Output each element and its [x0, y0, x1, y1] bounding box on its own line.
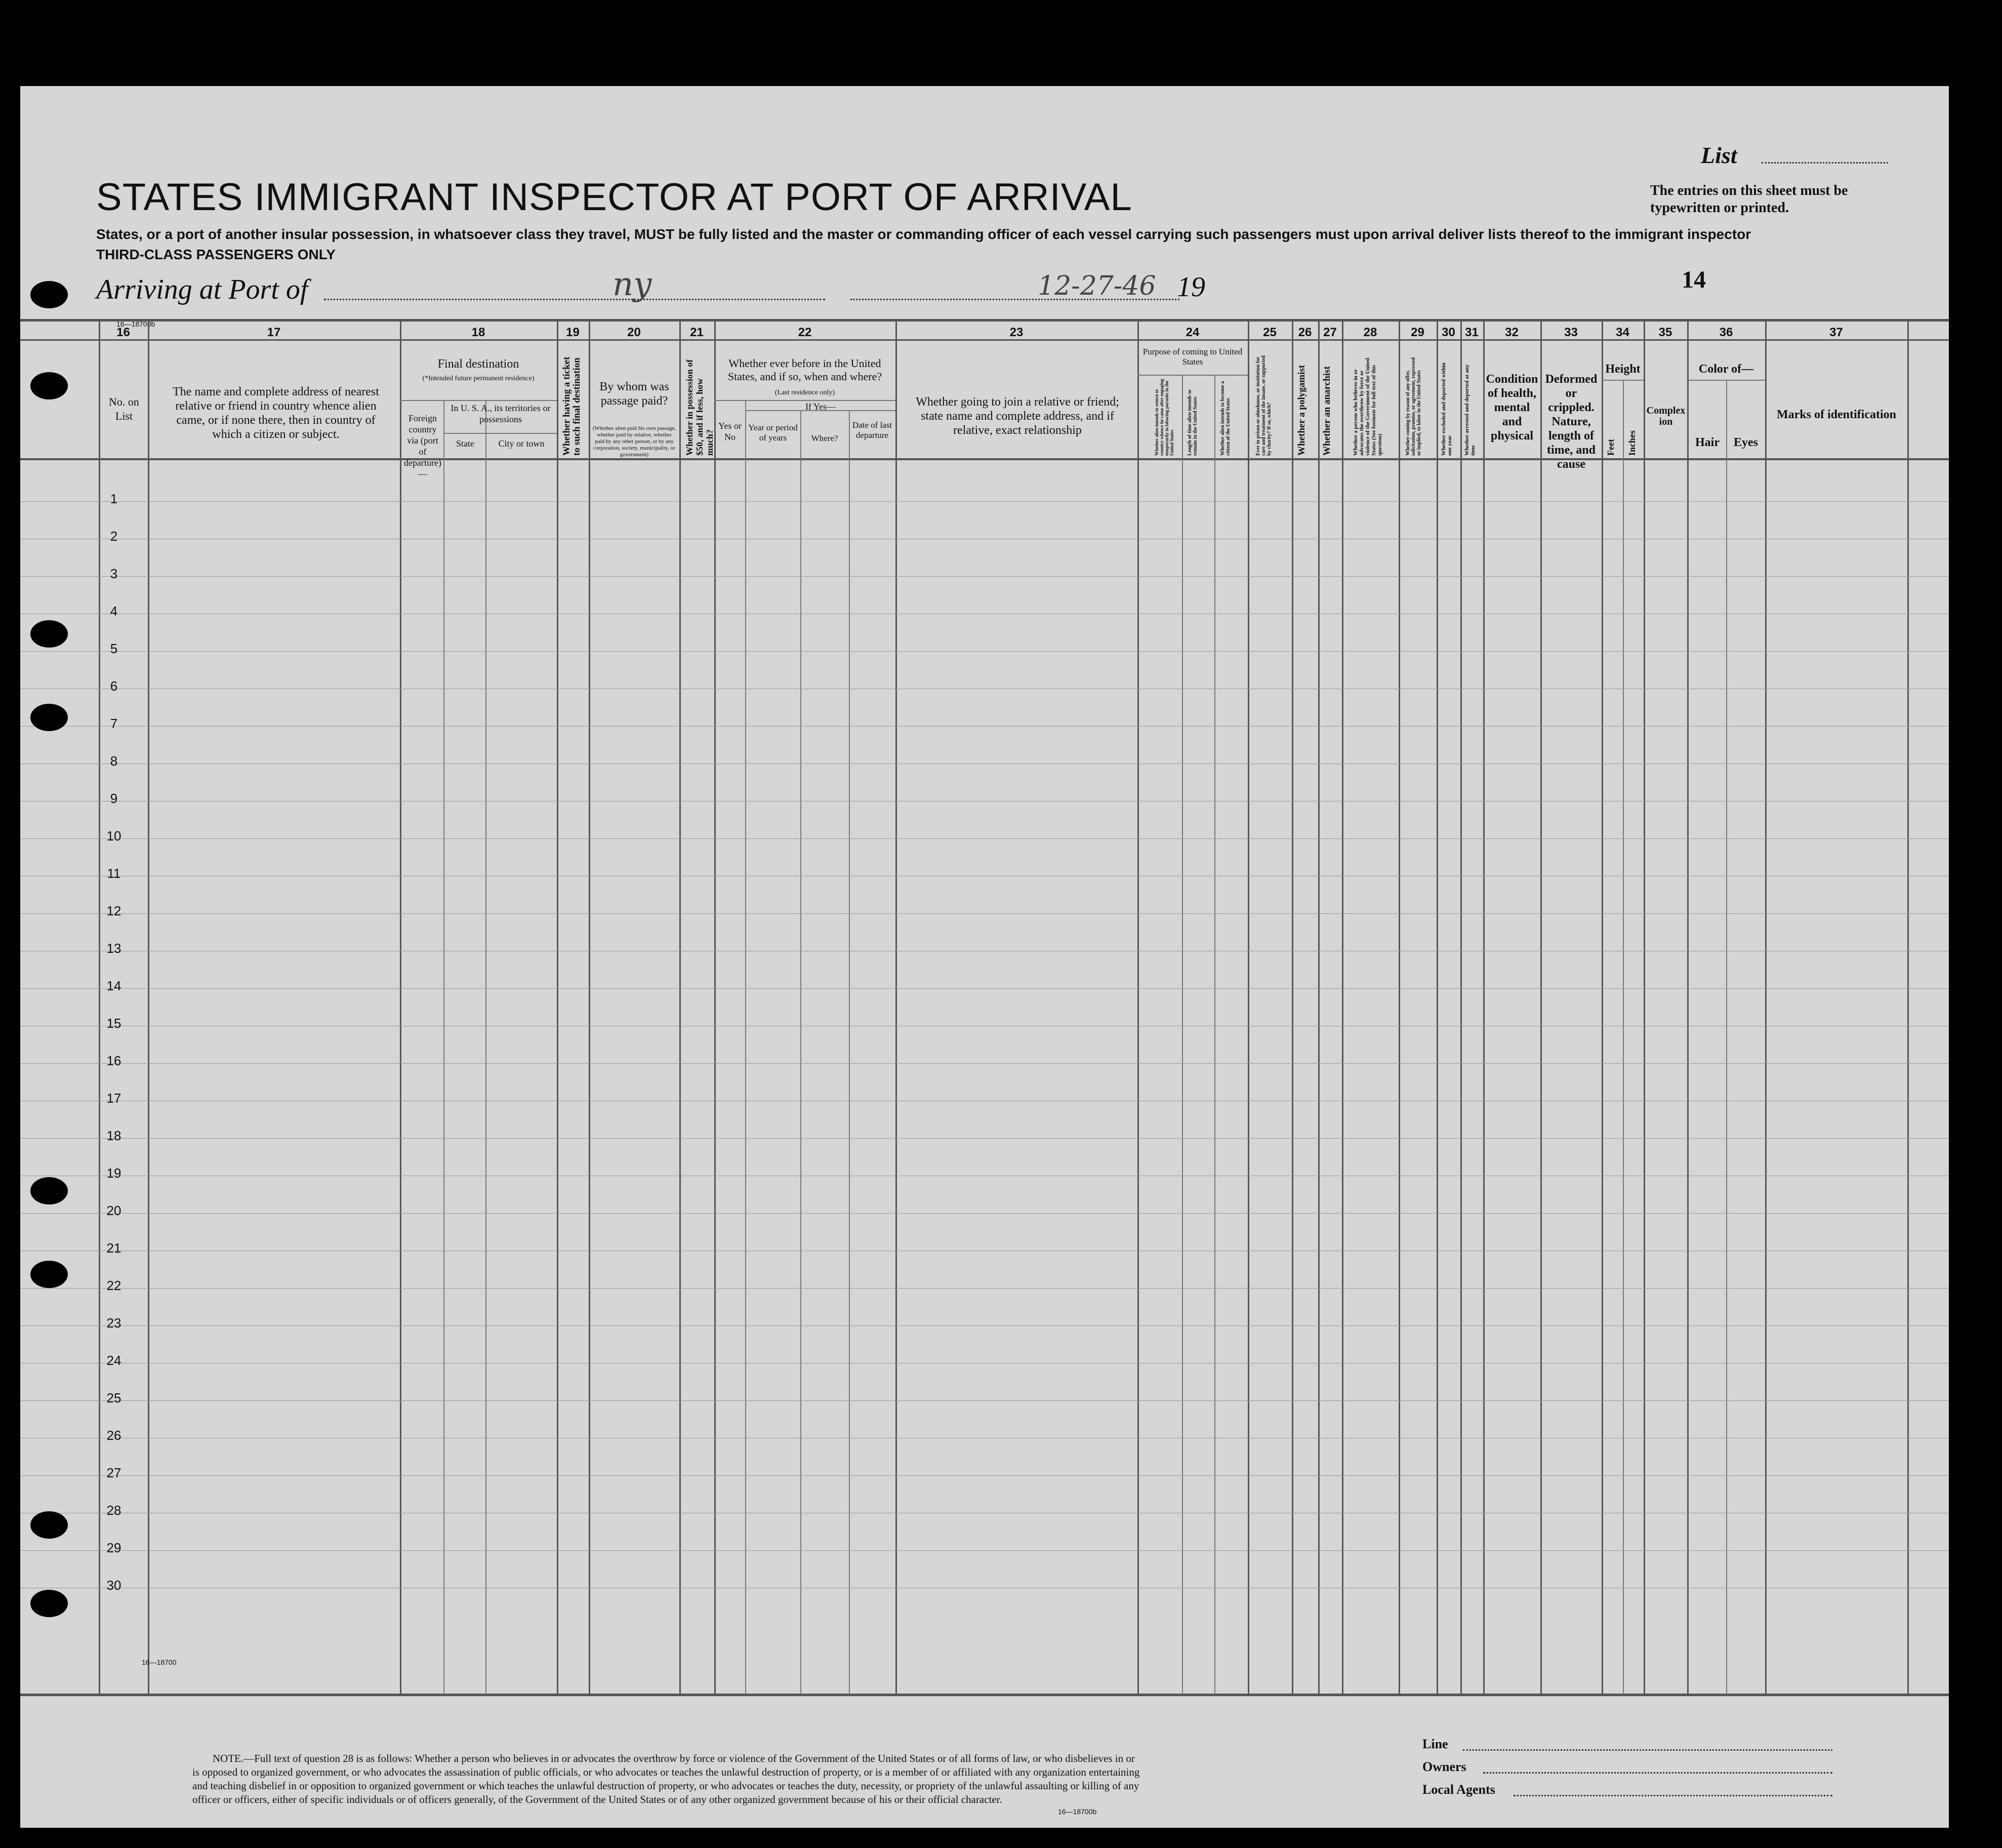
punch-hole-icon — [30, 1177, 68, 1204]
col18-usa: In U. S. A., its territories or possessions — [451, 403, 551, 424]
col24-c: Whether alien intends to become a citizen of the United States — [1220, 381, 1231, 456]
row-number: 7 — [110, 716, 118, 731]
col35-header: Complexion — [1646, 405, 1686, 427]
manifest-table — [20, 319, 1949, 1694]
table-row[interactable] — [20, 576, 1949, 577]
punch-hole-icon — [30, 704, 68, 731]
col24-number: 24 — [1186, 326, 1200, 339]
punch-hole-icon — [30, 620, 68, 648]
col31-header: Whether arrested and deported at any time — [1464, 364, 1476, 456]
col36-title: Color of— — [1698, 363, 1754, 376]
col25-number: 25 — [1263, 326, 1277, 339]
row-number: 18 — [106, 1128, 121, 1143]
table-row[interactable] — [20, 1063, 1949, 1064]
col18-sub: (*Intended future permanent residence) — [422, 375, 535, 382]
col34-feet: Feet — [1606, 439, 1616, 456]
row-number: 16 — [106, 1053, 121, 1068]
col20-header: By whom was passage paid? — [599, 380, 669, 408]
punch-hole-icon — [30, 1511, 68, 1539]
row-number: 8 — [110, 753, 118, 769]
col30-header: Whether excluded and deported within one year — [1441, 363, 1453, 456]
line-field[interactable] — [1463, 1749, 1832, 1751]
col35-number: 35 — [1658, 326, 1672, 339]
port-handwritten: ny — [612, 266, 652, 303]
owners-label: Owners — [1422, 1759, 1466, 1774]
row-number: 1 — [110, 491, 118, 506]
col20-number: 20 — [627, 326, 641, 339]
port-field[interactable] — [324, 299, 825, 300]
col26-header: Whether a polygamist — [1296, 365, 1307, 456]
table-row[interactable] — [20, 651, 1949, 652]
col29-number: 29 — [1411, 326, 1424, 339]
line-label: Line — [1422, 1737, 1448, 1751]
col22-yesno: Yes or No — [718, 421, 742, 442]
col33-header: Deformed or crippled. Nature, length of time, and cause — [1545, 373, 1598, 471]
table-row[interactable] — [20, 1138, 1949, 1139]
col32-header: Condition of health, mental and physical — [1486, 373, 1538, 443]
col32-number: 32 — [1505, 326, 1519, 339]
col18-state: State — [456, 438, 474, 449]
form-code-note: 16—18700b — [1058, 1807, 1097, 1816]
row-number: 22 — [106, 1278, 121, 1293]
col18-title: Final destination — [437, 357, 519, 371]
row-number: 9 — [110, 791, 118, 806]
col28-number: 28 — [1363, 326, 1377, 339]
date-handwritten: 12-27-46 — [1038, 271, 1156, 301]
table-row[interactable] — [20, 726, 1949, 727]
col22-year: Year or period of years — [748, 423, 798, 443]
table-row[interactable] — [20, 1213, 1949, 1214]
col22-number: 22 — [798, 326, 812, 339]
col18-foreign: Foreign country via (port of departure)— — [404, 413, 441, 479]
table-row[interactable] — [20, 838, 1949, 839]
punch-hole-icon — [30, 281, 68, 308]
row-number: 4 — [110, 604, 118, 619]
year-prefix: 19 — [1177, 271, 1205, 303]
form-code-left: 16—18700 — [142, 1658, 177, 1666]
col19-number: 19 — [566, 326, 580, 339]
col36-number: 36 — [1719, 326, 1733, 339]
row-number: 3 — [110, 566, 118, 581]
local-agents-field[interactable] — [1514, 1795, 1832, 1796]
col37-number: 37 — [1829, 326, 1843, 339]
punch-hole-icon — [30, 1261, 68, 1288]
col28-header: Whether a person who believes in or advocates the overthrow by force or violence of the Government of the United States (See footnote for full text of this question) — [1353, 357, 1383, 456]
punch-hole-icon — [30, 372, 68, 399]
row-number: 14 — [106, 978, 121, 993]
row-number: 11 — [107, 866, 121, 881]
header-class: THIRD-CLASS PASSENGERS ONLY — [96, 247, 336, 262]
entries-note: The entries on this sheet must be typewritten or printed. — [1650, 183, 1848, 216]
col25-header: Ever in prison or almshouse, or institution for care and treatment of the insane, or supported by charity? If so, which? — [1255, 355, 1272, 456]
row-number: 17 — [106, 1091, 121, 1106]
col17-header: The name and complete address of nearest relative or friend in country whence alien came, or if none there, then in country of which a citizen or subject. — [173, 385, 379, 441]
table-row[interactable] — [20, 1550, 1949, 1551]
col27-header: Whether an anarchist — [1322, 366, 1332, 456]
col34-number: 34 — [1616, 326, 1629, 339]
col24-a: Whether alien intends to return to country whence he came after engaging temporarily in laboring pursuits in the United States — [1154, 379, 1174, 456]
col30-number: 30 — [1442, 326, 1455, 339]
row-number: 19 — [106, 1166, 121, 1181]
row-number: 25 — [106, 1390, 121, 1405]
list-field[interactable] — [1762, 162, 1888, 164]
table-row[interactable] — [20, 1400, 1949, 1401]
row-number: 24 — [106, 1353, 121, 1368]
col19-header: Whether having a ticket to such final destination — [561, 356, 582, 456]
table-row[interactable] — [20, 913, 1949, 914]
col31-number: 31 — [1465, 326, 1479, 339]
col24-title: Purpose of coming to United States — [1142, 347, 1243, 367]
row-number: 2 — [110, 529, 118, 544]
row-number: 30 — [106, 1578, 121, 1593]
row-number: 6 — [110, 678, 118, 694]
col22-sub: (Last residence only) — [774, 389, 835, 396]
col23-number: 23 — [1009, 326, 1024, 339]
col21-header: Whether in possession of $50, and if less, how much? — [684, 359, 715, 456]
col20-sub: (Whether alien paid his own passage, whether paid by relative, whether paid by any other person, or by any corporation, society, municipality, or government) — [592, 425, 676, 458]
table-row[interactable] — [20, 1325, 1949, 1326]
row-number: 15 — [106, 1016, 121, 1031]
col24-b: Length of time alien intends to remain in the United States — [1187, 389, 1198, 456]
table-row[interactable] — [20, 501, 1949, 502]
page-title: STATES IMMIGRANT INSPECTOR AT PORT OF ARRIVAL — [96, 176, 1132, 219]
row-number: 28 — [106, 1503, 121, 1518]
col16-number: 16 — [116, 326, 130, 339]
col18-number: 18 — [471, 326, 485, 339]
row-number: 20 — [106, 1203, 121, 1218]
owners-field[interactable] — [1483, 1772, 1832, 1774]
col26-number: 26 — [1298, 326, 1312, 339]
row-number: 29 — [106, 1540, 121, 1555]
col22-date: Date of last departure — [852, 420, 892, 440]
col22-title: Whether ever before in the United States, and if so, when and where? — [727, 357, 882, 383]
col22-ifyes: If Yes— — [805, 401, 836, 412]
manifest-sheet — [20, 86, 1949, 1828]
local-agents-label: Local Agents — [1422, 1782, 1495, 1797]
col22-where: Where? — [811, 433, 838, 443]
sheet-number: 14 — [1682, 266, 1706, 293]
row-number: 21 — [106, 1240, 121, 1256]
row-number: 12 — [106, 903, 121, 918]
arriving-label: Arriving at Port of — [96, 274, 308, 305]
row-number: 26 — [106, 1428, 121, 1443]
col29-header: Whether coming by reason of any offer, solicitation, promise, or agreement, expressed or implied, to labor in the United States — [1405, 357, 1422, 456]
col36-hair: Hair — [1695, 436, 1720, 449]
table-row[interactable] — [20, 988, 1949, 989]
col36-eyes: Eyes — [1734, 436, 1758, 449]
col21-number: 21 — [690, 326, 704, 339]
form-code-top: 16—18700b — [116, 320, 155, 328]
table-row[interactable] — [20, 1475, 1949, 1476]
footnote: NOTE.—Full text of question 28 is as follows: Whether a person who believes in or advocates the overthrow by force or violence of the Government of the United States or of all forms of law, or who disbelieves in or is opposed to organized government, or who advocates the assassination of public officials, or who advocates or teaches the unlawful destruction of property, or is a member of or affiliated with any organization entertaining and teaching disbelief in or opposition to organized government or which teaches the unlawful destruction of property, or who advocates or teaches the duty, necessity, or propriety of the unlawful assaulting or killing of any officer or officers, either of specific individuals or of officers generally, of the Government of the United States or of any other organized government because of his or their official character. — [192, 1752, 1140, 1805]
row-number: 10 — [106, 828, 121, 843]
punch-hole-icon — [30, 1590, 68, 1617]
col18-city: City or town — [498, 438, 545, 449]
col33-number: 33 — [1564, 326, 1578, 339]
col34-inches: Inches — [1627, 430, 1637, 456]
list-label: List — [1701, 142, 1737, 168]
col34-title: Height — [1605, 363, 1641, 376]
header-instruction: States, or a port of another insular possession, in whatsoever class they travel, MUST be fully listed and the master or commanding officer of each vessel carrying such passengers must upon arrival deliver lists thereof to the immigrant inspector — [96, 226, 1751, 242]
col37-header: Marks of identification — [1777, 408, 1896, 421]
row-number: 5 — [110, 641, 118, 656]
table-row[interactable] — [20, 1288, 1949, 1289]
col23-header: Whether going to join a relative or friend; state name and complete address, and if relative, exact relationship — [916, 395, 1119, 437]
row-number: 13 — [106, 941, 121, 956]
col16-header: No. on List — [109, 395, 139, 422]
col27-number: 27 — [1323, 326, 1337, 339]
row-number: 27 — [106, 1465, 121, 1480]
col17-number: 17 — [267, 326, 281, 339]
row-number: 23 — [106, 1315, 121, 1331]
